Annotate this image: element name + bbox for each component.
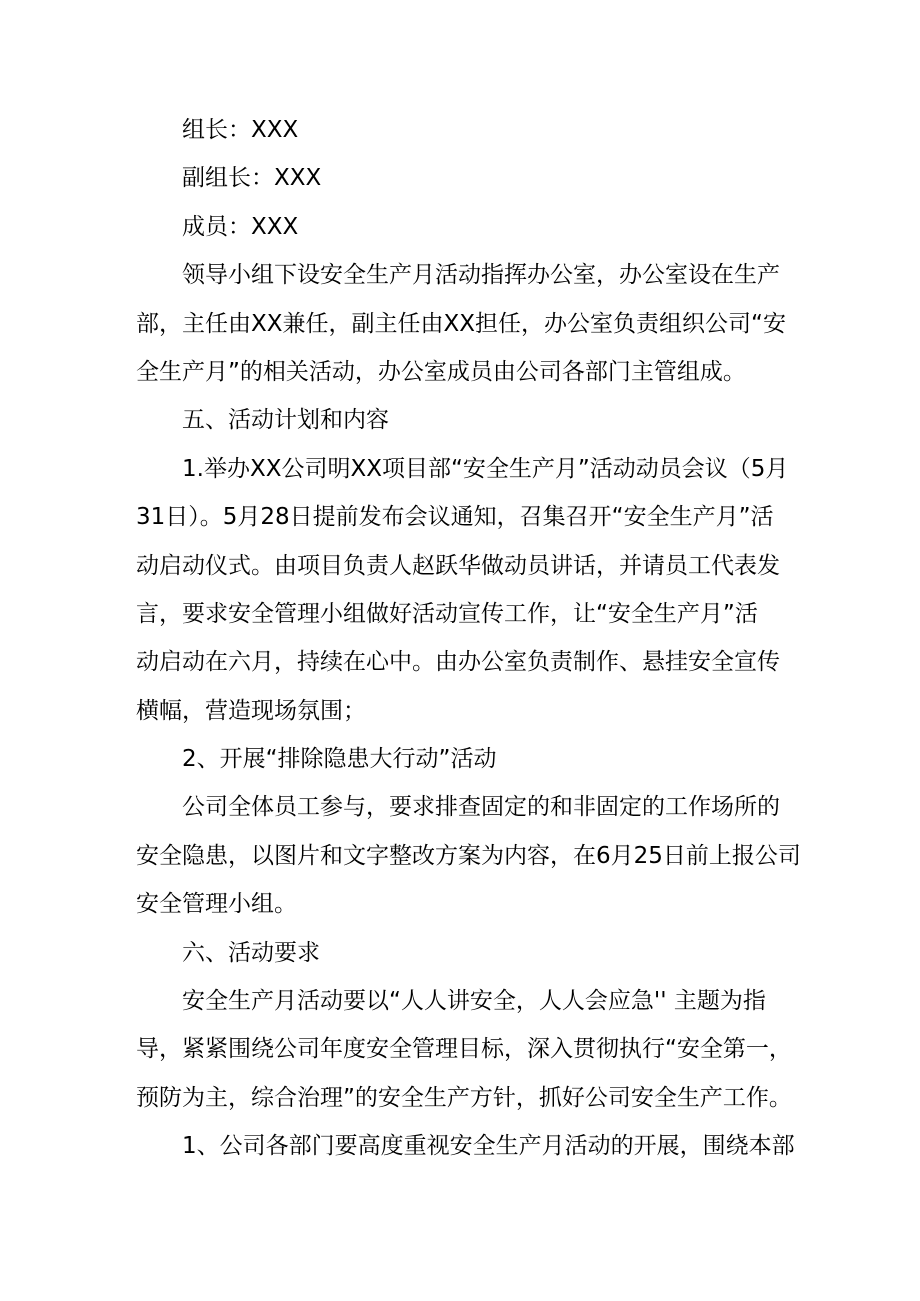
text-line: 31日）。5月28日提前发布会议通知，召集召开“安全生产月”活 (136, 504, 774, 531)
text-line: 组长：XXX (182, 117, 299, 143)
text-line: 1、公司各部门要高度重视安全生产月活动的开展，围绕本部 (182, 1133, 795, 1160)
text-line: 2、开展“排除隐患大行动”活动 (182, 746, 497, 773)
text-line: 副组长：XXX (182, 165, 322, 192)
text-line: 全生产月”的相关活动，办公室成员由公司各部门主管组成。 (136, 358, 746, 385)
text-line: 导，紧紧围绕公司年度安全管理目标，深入贯彻执行“安全第一， (136, 1036, 792, 1063)
text-line: 公司全体员工参与，要求排查固定的和非固定的工作场所的 (182, 794, 780, 821)
text-line: 言，要求安全管理小组做好活动宣传工作，让“安全生产月”活 (136, 600, 758, 627)
text-line: 成员：XXX (182, 213, 299, 240)
section-heading: 六、活动要求 (182, 939, 320, 966)
text-line: 动启动在六月，持续在心中。由办公室负责制作、悬挂安全宣传 (136, 649, 780, 676)
text-line: 动启动仪式。由项目负责人赵跃华做动员讲话，并请员工代表发 (136, 552, 780, 579)
text-line: 1.举办XX公司明XX项目部“安全生产月”活动动员会议（5月 (182, 455, 789, 482)
text-line: 部，主任由XX兼任，副主任由XX担任，办公室负责组织公司“安 (136, 310, 786, 337)
text-line: 横幅，营造现场氛围； (136, 697, 366, 724)
text-line: 安全隐患，以图片和文字整改方案为内容，在6月25日前上报公司 (136, 842, 801, 869)
text-line: 预防为主，综合治理”的安全生产方针，抓好公司安全生产工作。 (136, 1084, 792, 1111)
document-body (136, 106, 800, 1171)
text-line: 安全管理小组。 (136, 891, 297, 918)
section-heading: 五、活动计划和内容 (182, 407, 389, 434)
text-line: 安全生产月活动要以“人人讲安全，人人会应急'' 主题为指 (182, 988, 766, 1015)
text-line: 领导小组下设安全生产月活动指挥办公室，办公室设在生产 (182, 262, 780, 289)
